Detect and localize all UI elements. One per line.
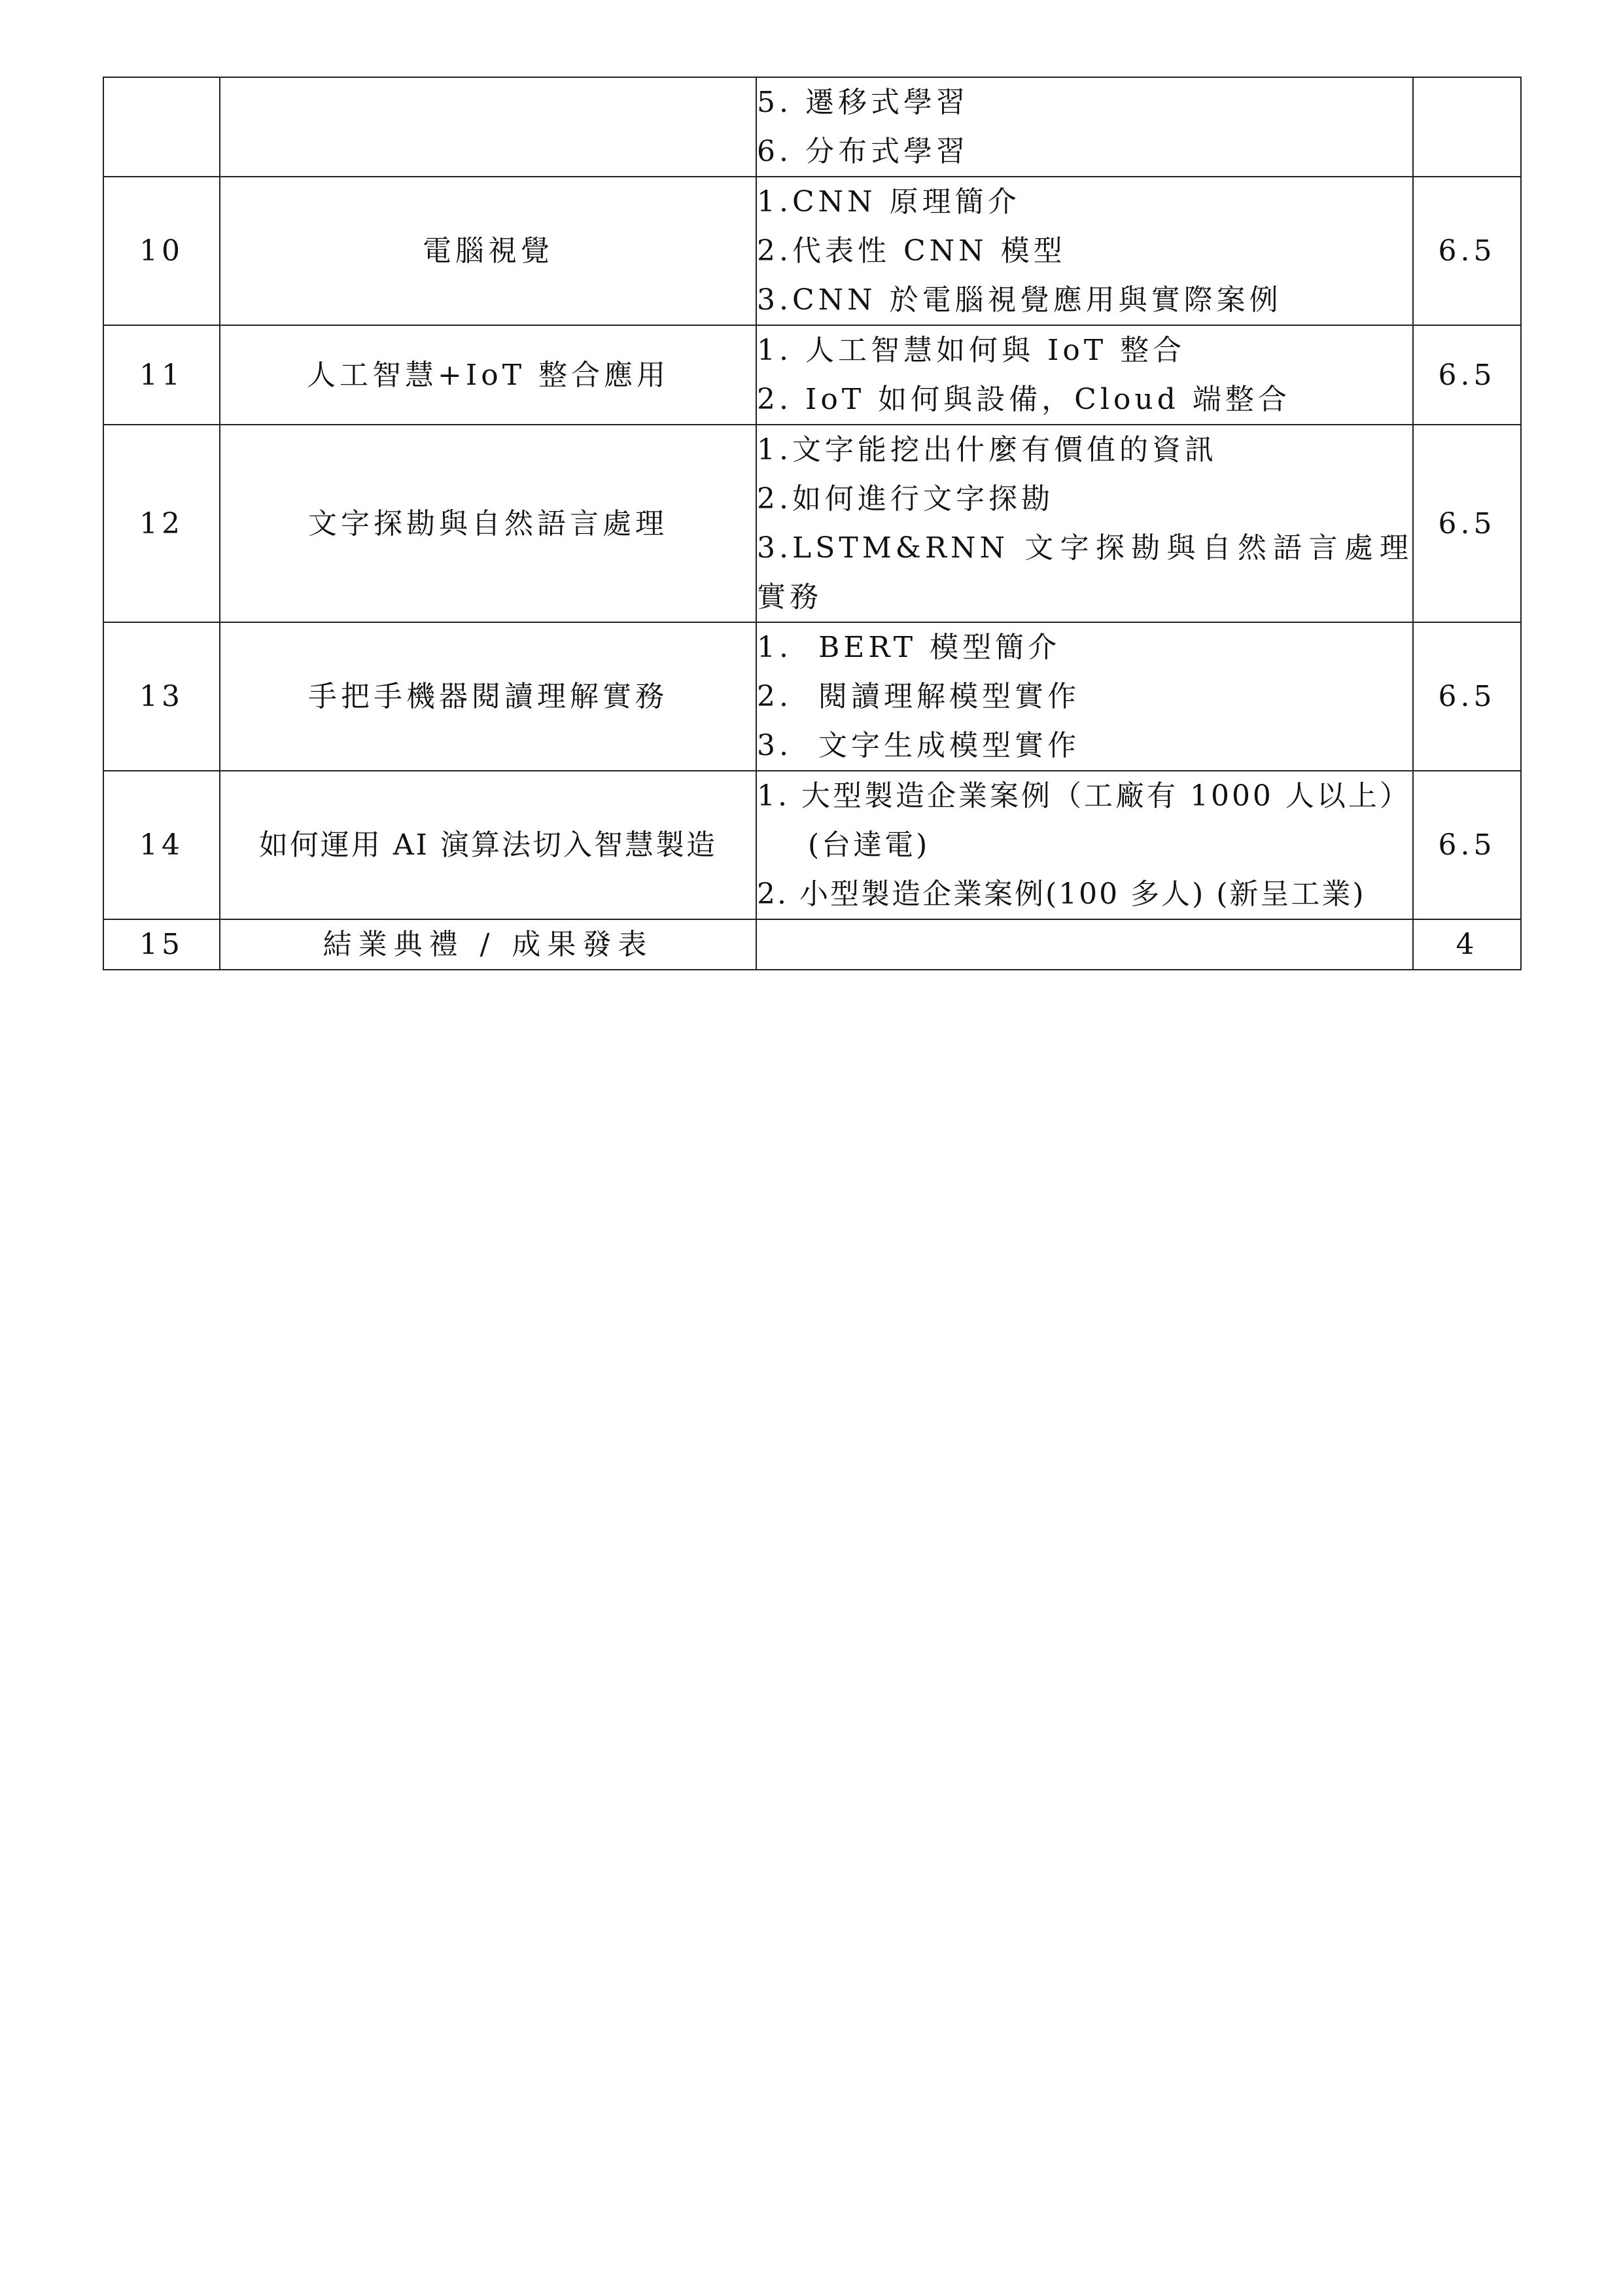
content-item: 2.代表性 CNN 模型 (757, 234, 1066, 268)
content-item: 2. IoT 如何與設備，Cloud 端整合 (757, 383, 1291, 416)
unit-topic-cell: 手把手機器閱讀理解實務 (220, 622, 756, 771)
unit-content-cell (756, 425, 1413, 622)
unit-topic-cell (220, 77, 756, 177)
unit-content-cell (756, 77, 1413, 177)
unit-content-cell (756, 325, 1413, 425)
unit-content-cell (756, 622, 1413, 771)
content-item: 2. 閱讀理解模型實作 (757, 680, 1080, 713)
unit-hours-cell: 6.5 (1413, 177, 1521, 325)
table-row (103, 425, 1521, 622)
course-schedule-table (103, 77, 1522, 970)
unit-number-cell (103, 77, 220, 177)
unit-hours-cell: 6.5 (1413, 325, 1521, 425)
table-row (103, 325, 1521, 425)
table-row (103, 771, 1521, 919)
unit-number-cell: 14 (103, 771, 220, 919)
unit-content-cell (756, 771, 1413, 919)
unit-topic-cell: 文字探勘與自然語言處理 (220, 425, 756, 622)
content-item: 3. 文字生成模型實作 (757, 729, 1080, 762)
unit-topic-cell: 人工智慧+IoT 整合應用 (220, 325, 756, 425)
unit-number-cell: 15 (103, 919, 220, 970)
content-item: 1.文字能挖出什麼有價值的資訊 (757, 433, 1217, 467)
content-item: 6. 分布式學習 (757, 135, 969, 168)
table-row (103, 77, 1521, 177)
unit-topic-cell: 結業典禮 / 成果發表 (220, 919, 756, 970)
unit-hours-cell (1413, 77, 1521, 177)
unit-hours-cell: 6.5 (1413, 425, 1521, 622)
unit-content-cell (756, 177, 1413, 325)
unit-number-cell: 11 (103, 325, 220, 425)
unit-content-cell (756, 919, 1413, 970)
content-item: 2. 小型製造企業案例(100 多人) (新呈工業) (757, 877, 1366, 911)
content-item: 5. 遷移式學習 (757, 86, 969, 119)
table-row (103, 622, 1521, 771)
unit-topic-cell: 如何運用 AI 演算法切入智慧製造 (220, 771, 756, 919)
document-page (103, 77, 1520, 970)
unit-number-cell: 10 (103, 177, 220, 325)
unit-hours-cell: 6.5 (1413, 771, 1521, 919)
content-item: 1. BERT 模型簡介 (757, 631, 1061, 664)
unit-number-cell: 13 (103, 622, 220, 771)
content-item: 3.CNN 於電腦視覺應用與實際案例 (757, 283, 1282, 317)
table-row (103, 919, 1521, 970)
table-row (103, 177, 1521, 325)
content-item: 1.CNN 原理簡介 (757, 185, 1021, 219)
unit-hours-cell: 4 (1413, 919, 1521, 970)
content-item: 實務 (757, 580, 822, 614)
unit-hours-cell: 6.5 (1413, 622, 1521, 771)
content-item: 3.LSTM&RNN 文字探勘與自然語言處理 (757, 531, 1412, 565)
content-item: 1. 人工智慧如何與 IoT 整合 (757, 334, 1186, 367)
content-item: 2.如何進行文字探勘 (757, 482, 1054, 516)
unit-topic-cell: 電腦視覺 (220, 177, 756, 325)
unit-number-cell: 12 (103, 425, 220, 622)
content-item: 1. 大型製造企業案例（工廠有 1000 人以上）(台達電) (757, 779, 1411, 862)
